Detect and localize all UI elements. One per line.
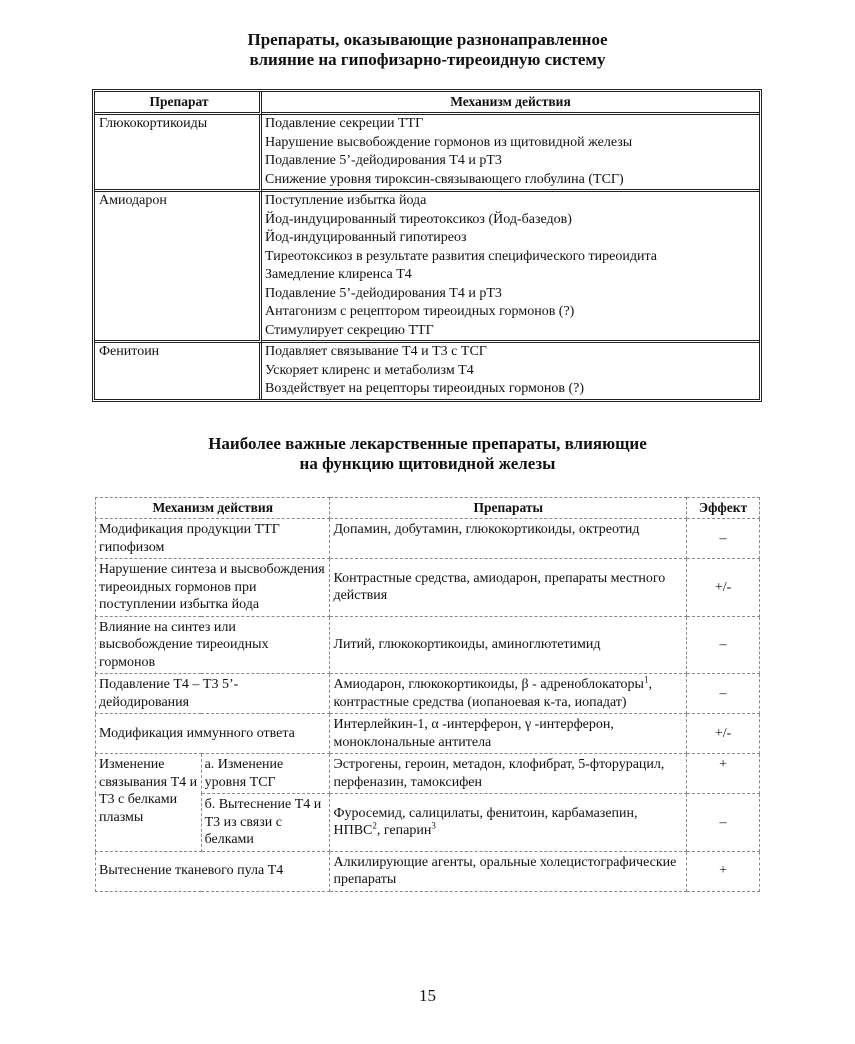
- mechanism-line: Подавляет связывание Т4 и Т3 с ТСГ: [265, 344, 487, 359]
- effect-cell: +/-: [687, 559, 760, 617]
- mechanism-cell: [262, 343, 759, 399]
- footnote-mark: 1: [643, 674, 649, 685]
- header-drug: Препарат: [95, 92, 262, 115]
- mechanism-line: Замедление клиренса Т4: [265, 267, 412, 282]
- mechanism-line: Воздействует на рецепторы тиреоидных гормонов (?): [265, 381, 585, 396]
- mechanism-cell: Модификация иммунного ответа: [96, 714, 330, 754]
- drug-cell: Амиодарон: [95, 192, 262, 343]
- drugs-cell: Фуросемид, салицилаты, фенитоин, карбамазепин, НПВС$^2$, гепарин$^3$: [330, 794, 687, 852]
- drug-cell: Фенитоин: [95, 343, 262, 399]
- drugs-cell: Контрастные средства, амиодарон, препараты местного действия: [330, 559, 687, 617]
- effect-cell: +/-: [687, 714, 760, 754]
- mechanism-cell: Подавление Т4 – Т3 5’-дейодирования: [96, 674, 330, 714]
- table-row: [96, 674, 760, 714]
- mechanism-cell: Модификация продукции ТТГ гипофизом: [96, 519, 330, 559]
- mechanism-line: Подавление 5’-дейодирования Т4 и рТ3: [265, 285, 502, 301]
- table-row: [96, 616, 760, 674]
- effect-cell: +: [687, 754, 760, 794]
- mechanism-cell: [262, 115, 759, 192]
- sub-mechanism-cell: б. Вытеснение Т4 и Т3 из связи с белками: [201, 794, 330, 852]
- effect-cell: –: [687, 794, 760, 852]
- table-header-row: [96, 498, 760, 519]
- mechanism-cell: Влияние на синтез или высвобождение тиреоидных гормонов: [96, 616, 330, 674]
- table2-title-line: Наиболее важные лекарственные препараты, влияющие: [208, 434, 647, 453]
- table1-title-line: Препараты, оказывающие разнонаправленное: [247, 30, 608, 49]
- header-effect: Эффект: [687, 498, 760, 519]
- mechanism-line: Снижение уровня тироксин-связывающего глобулина (ТСГ): [265, 171, 624, 187]
- header-mechanism: Механизм действия: [96, 498, 330, 519]
- mechanism-line: Поступление избытка йода: [265, 193, 427, 208]
- thyroid-drugs-table: [95, 497, 760, 892]
- drugs-cell: Эстрогены, героин, метадон, клофибрат, 5-фторурацил, перфеназин, тамоксифен: [330, 754, 687, 794]
- mechanism-cell: [262, 192, 759, 343]
- effect-cell: –: [687, 519, 760, 559]
- mechanism-line: Нарушение высвобождение гормонов из щитовидной железы: [265, 134, 633, 150]
- table-row: [96, 851, 760, 891]
- mechanism-line: Подавление секреции ТТГ: [265, 116, 424, 131]
- table2-title-line: на функцию щитовидной железы: [299, 454, 556, 473]
- table1-title-line: влияние на гипофизарно-тиреоидную систему: [249, 50, 606, 69]
- drugs-cell: Алкилирующие агенты, оральные холецистографические препараты: [330, 851, 687, 891]
- mechanism-line: Ускоряет клиренс и метаболизм Т4: [265, 362, 474, 378]
- effect-cell: –: [687, 674, 760, 714]
- table-row: [95, 192, 759, 343]
- page-number: 15: [419, 986, 436, 1005]
- mechanism-line: Йод-индуцированный тиреотоксикоз (Йод-базедов): [265, 211, 572, 227]
- mechanism-line: Подавление 5’-дейодирования Т4 и рТ3: [265, 153, 502, 168]
- header-drugs: Препараты: [330, 498, 687, 519]
- group-mechanism-cell: Изменение связывания Т4 и Т3 с белками плазмы: [96, 754, 202, 852]
- effect-cell: +: [687, 851, 760, 891]
- drugs-cell: Амиодарон, глюкокортикоиды, β - адреноблокаторы$^1$, контрастные средства (иопаноевая к-та, иопадат): [330, 674, 687, 714]
- mechanism-cell: Нарушение синтеза и высвобождения тиреоидных гормонов при поступлении избытка йода: [96, 559, 330, 617]
- mechanism-line: Тиреотоксикоз в результате развития специфического тиреоидита: [265, 248, 657, 264]
- table1-title: [0, 30, 855, 70]
- mechanism-line: Йод-индуцированный гипотиреоз: [265, 230, 467, 245]
- table-row: [96, 754, 760, 794]
- sub-mechanism-cell: а. Изменение уровня ТСГ: [201, 754, 330, 794]
- table-row: [95, 115, 759, 192]
- footnote-mark: 3: [431, 820, 436, 831]
- drugs-cell: Интерлейкин-1, α -интерферон, γ -интерферон, моноклональные антитела: [330, 714, 687, 754]
- drugs-cell: Литий, глюкокортикоиды, аминоглютетимид: [330, 616, 687, 674]
- header-mechanism: Механизм действия: [262, 92, 759, 115]
- table-row: [95, 343, 759, 399]
- footnote-mark: 2: [372, 820, 377, 831]
- drug-mechanism-table: [92, 89, 762, 402]
- mechanism-line: Антагонизм с рецептором тиреоидных гормонов (?): [265, 304, 575, 319]
- table-row: [96, 519, 760, 559]
- table2-title: [0, 434, 855, 474]
- effect-cell: –: [687, 616, 760, 674]
- drug-cell: Глюкокортикоиды: [95, 115, 262, 192]
- mechanism-line: Стимулирует секрецию ТТГ: [265, 322, 434, 338]
- mechanism-cell: Вытеснение тканевого пула Т4: [96, 851, 330, 891]
- table-row: [96, 559, 760, 617]
- table-header-row: [95, 92, 759, 115]
- drugs-cell: Допамин, добутамин, глюкокортикоиды, октреотид: [330, 519, 687, 559]
- table-row: [96, 714, 760, 754]
